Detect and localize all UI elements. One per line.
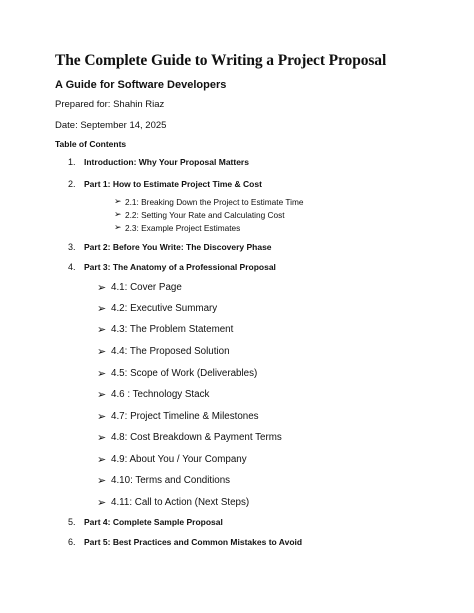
toc-subitem-label: 4.6 : Technology Stack [111,389,210,400]
toc-item-part-3[interactable]: Part 3: The Anatomy of a Professional Proposal [84,262,276,272]
arrow-bullet-icon: ➢ [114,209,122,219]
toc-subitem[interactable] [97,302,217,315]
toc-subitem[interactable] [97,496,249,509]
toc-subitem-label: 4.9: About You / Your Company [111,454,247,465]
arrow-bullet-icon: ➢ [97,346,107,358]
toc-subitem-label: 4.1: Cover Page [111,282,182,293]
arrow-bullet-icon: ➢ [97,432,107,444]
arrow-bullet-icon: ➢ [97,454,107,466]
toc-subitem[interactable] [97,281,182,294]
arrow-bullet-icon: ➢ [97,411,107,423]
arrow-bullet-icon: ➢ [97,368,107,380]
toc-item-part-4[interactable]: Part 4: Complete Sample Proposal [84,517,223,527]
toc-subitem-label: 4.11: Call to Action (Next Steps) [111,497,250,508]
toc-subitem[interactable] [97,345,230,358]
arrow-bullet-icon: ➢ [97,324,107,336]
toc-subitem-label: 4.7: Project Timeline & Milestones [111,411,259,422]
toc-number: 2. [68,179,76,189]
toc-subitem-label: 2.3: Example Project Estimates [125,222,241,233]
toc-item-part-1[interactable]: Part 1: How to Estimate Project Time & Cost [84,179,262,189]
toc-subitem-label: 4.4: The Proposed Solution [111,346,230,357]
toc-subitem-label: 2.1: Breaking Down the Project to Estimate Time [125,196,304,207]
toc-heading: Table of Contents [55,139,127,149]
toc-subitem[interactable] [114,222,240,233]
toc-subitem-label: 4.10: Terms and Conditions [111,475,231,486]
arrow-bullet-icon: ➢ [97,497,107,509]
toc-item-introduction[interactable]: Introduction: Why Your Proposal Matters [84,157,249,167]
toc-subitem[interactable] [97,453,247,466]
toc-subitem-label: 4.3: The Problem Statement [111,324,234,335]
toc-number: 5. [68,517,76,527]
toc-number: 1. [68,157,76,167]
arrow-bullet-icon: ➢ [114,196,122,206]
toc-subitem-label: 4.2: Executive Summary [111,303,218,314]
arrow-bullet-icon: ➢ [114,222,122,232]
toc-subitem[interactable] [97,431,282,444]
document-title: The Complete Guide to Writing a Project Proposal [55,52,387,69]
prepared-for: Prepared for: Shahin Riaz [55,99,165,110]
document-date: Date: September 14, 2025 [55,120,167,131]
toc-subitem[interactable] [97,367,257,380]
arrow-bullet-icon: ➢ [97,475,107,487]
toc-item-part-5[interactable]: Part 5: Best Practices and Common Mistakes to Avoid [84,537,303,547]
toc-item-part-2[interactable]: Part 2: Before You Write: The Discovery Phase [84,242,272,252]
toc-number: 6. [68,537,76,547]
toc-number: 4. [68,262,76,272]
arrow-bullet-icon: ➢ [97,389,107,401]
toc-subitem-label: 4.8: Cost Breakdown & Payment Terms [111,432,282,443]
toc-subitem[interactable] [114,209,285,220]
arrow-bullet-icon: ➢ [97,303,107,315]
toc-subitem[interactable] [114,196,303,207]
toc-subitem[interactable] [97,410,259,423]
document-subtitle: A Guide for Software Developers [55,79,227,91]
toc-subitem[interactable] [97,474,230,487]
toc-number: 3. [68,242,76,252]
toc-subitem[interactable] [97,388,209,401]
toc-subitem-label: 4.5: Scope of Work (Deliverables) [111,368,258,379]
toc-subitem-label: 2.2: Setting Your Rate and Calculating Cost [125,209,285,220]
toc-subitem[interactable] [97,323,233,336]
arrow-bullet-icon: ➢ [97,282,107,294]
